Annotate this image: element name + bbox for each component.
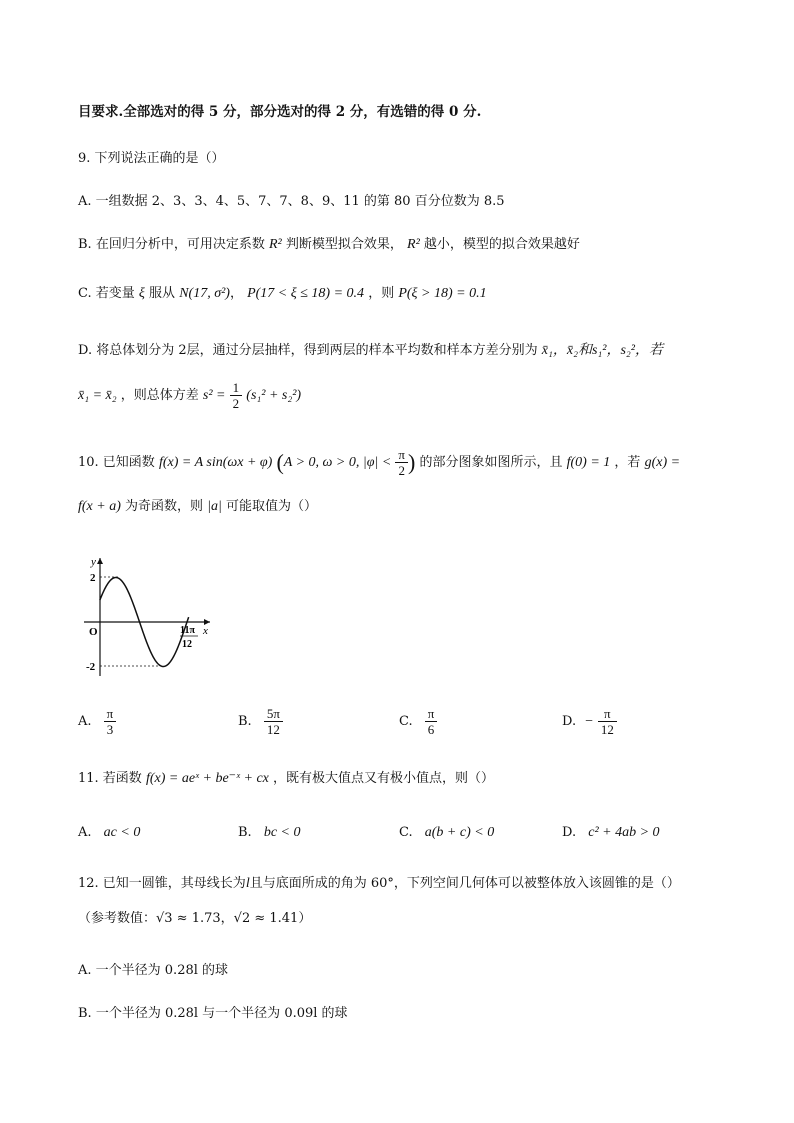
q9-b-prefix: B. 在回归分析中，可用决定系数 <box>78 237 265 252</box>
q11-option-d: D. c² + 4ab > 0 <box>562 825 660 840</box>
x-tick-denominator: 12 <box>182 639 192 650</box>
pi-over-2-fraction: $\frac{\pi}{2}$ <box>395 447 408 478</box>
q9-d-text: D. 将总体划分为 2层，通过分层抽样，得到两层的样本平均数和样本方差分别为 <box>78 343 538 358</box>
r-squared: R² <box>407 237 420 252</box>
q10-if: ，若 <box>614 455 641 470</box>
r-squared: R² <box>268 237 282 252</box>
q12-stem: 12. 已知一圆锥，其母线长为l且与底面所成的角为 60°，下列空间几何体可以被整体放入该圆锥的是（） <box>78 876 680 891</box>
q12-option-b: B. 一个半径为 0.28l 与一个半径为 0.09l 的球 <box>78 1006 348 1021</box>
y-max-label: 2 <box>90 572 96 584</box>
q10-gx: g(x) = <box>644 455 681 470</box>
q9-d-condition: x̄₁ = x̄₂ <box>78 388 117 403</box>
y-axis-arrow <box>97 558 103 564</box>
q10-line2-text: 为奇函数，则 <box>125 499 204 514</box>
sine-graph <box>78 552 218 682</box>
q9-option-c: C. 若变量 ξ 服从 N(17, σ²)， P(17 < ξ ≤ 18) = 0.4 ，则 P(ξ > 18) = 0.1 <box>78 286 487 301</box>
q9-c-prefix: C. 若变量 <box>78 286 135 301</box>
q9-d-vars: x̄₁，x̄₂和s₁²，s₂²，若 <box>541 343 663 358</box>
q11-option-c: C. a(b + c) < 0 <box>399 825 495 840</box>
q12-reference-values: （参考数值：√3 ≈ 1.73，√2 ≈ 1.41） <box>78 911 312 926</box>
q10-mid: 的部分图象如图所示，且 <box>419 455 563 470</box>
q10-condition: A > 0, ω > 0, |φ| < <box>283 455 392 470</box>
q11-stem: 11. 若函数 f(x) = aeˣ + be⁻ˣ + cx ，既有极大值点又有极小值点，则（） <box>78 771 495 786</box>
y-min-label: -2 <box>86 661 96 673</box>
q11-function: f(x) = aeˣ + be⁻ˣ + cx <box>145 771 269 786</box>
xi-symbol: ξ <box>138 286 145 301</box>
q10-stem-line2 <box>78 498 317 516</box>
q10-option-d: D. − $\frac{\pi}{12}$ <box>562 706 617 737</box>
x-axis-label: x <box>203 625 208 637</box>
l-symbol: l <box>245 876 250 891</box>
q10-option-c: C. $\frac{\pi}{6}$ <box>399 706 437 737</box>
x-tick-numerator: 11π <box>180 625 195 636</box>
q9-c-then: ，则 <box>368 286 395 301</box>
variance-lhs: s² = <box>202 388 226 403</box>
probability-1: P(17 < ξ ≤ 18) = 0.4 <box>247 286 365 301</box>
q11-option-b: B. bc < 0 <box>238 825 301 840</box>
q9-b-mid: 判断模型拟合效果， <box>285 237 403 252</box>
one-half-fraction: $\frac{1}{2}$ <box>230 380 243 411</box>
origin-label: O <box>89 626 98 638</box>
q9-option-b <box>78 236 580 254</box>
q12-option-a: A. 一个半径为 0.28l 的球 <box>78 963 229 978</box>
q10-option-a: A. $\frac{\pi}{3}$ <box>78 706 116 737</box>
q9-option-a: A. 一组数据 2、3、3、4、5、7、7、8、9、11 的第 80 百分位数为 8.5 <box>78 194 505 209</box>
q9-d-then: ，则总体方差 <box>120 388 199 403</box>
normal-distribution: N(17, σ²) <box>179 286 230 301</box>
q10-stem-line1: 10. 已知函数 f(x) = A sin(ωx + φ) (A > 0, ω > 0, |φ| < $\frac{\pi}{2}$ ) 的部分图象如图所示，且 f(0) = 1 ，若 g(x) = <box>78 447 681 478</box>
q10-option-b: B. $\frac{5\pi}{12}$ <box>238 706 283 737</box>
q10-line2-end: 可能取值为（） <box>226 499 318 514</box>
q9-option-d-line2 <box>78 380 301 411</box>
q10-function: f(x) = A sin(ωx + φ) <box>158 455 273 470</box>
q9-option-d-line1 <box>78 342 663 360</box>
q9-stem: 9. 下列说法正确的是（） <box>78 151 225 166</box>
variance-rhs: (s₁² + s₂²) <box>246 388 302 403</box>
q10-abs-a: |a| <box>207 499 222 514</box>
q9-c-mid: 服从 <box>149 286 176 301</box>
q11-option-a: A. ac < 0 <box>78 825 141 840</box>
q9-b-suffix: 越小，模型的拟合效果越好 <box>423 237 580 252</box>
q10-f0: f(0) = 1 <box>566 455 611 470</box>
q10-prefix: 10. 已知函数 <box>78 455 155 470</box>
q10-f-shift: f(x + a) <box>78 499 121 514</box>
instruction-line: 目要求.全部选对的得 5 分，部分选对的得 2 分，有选错的得 0 分. <box>78 104 482 120</box>
y-axis-label: y <box>91 556 96 568</box>
probability-2: P(ξ > 18) = 0.1 <box>398 286 487 301</box>
